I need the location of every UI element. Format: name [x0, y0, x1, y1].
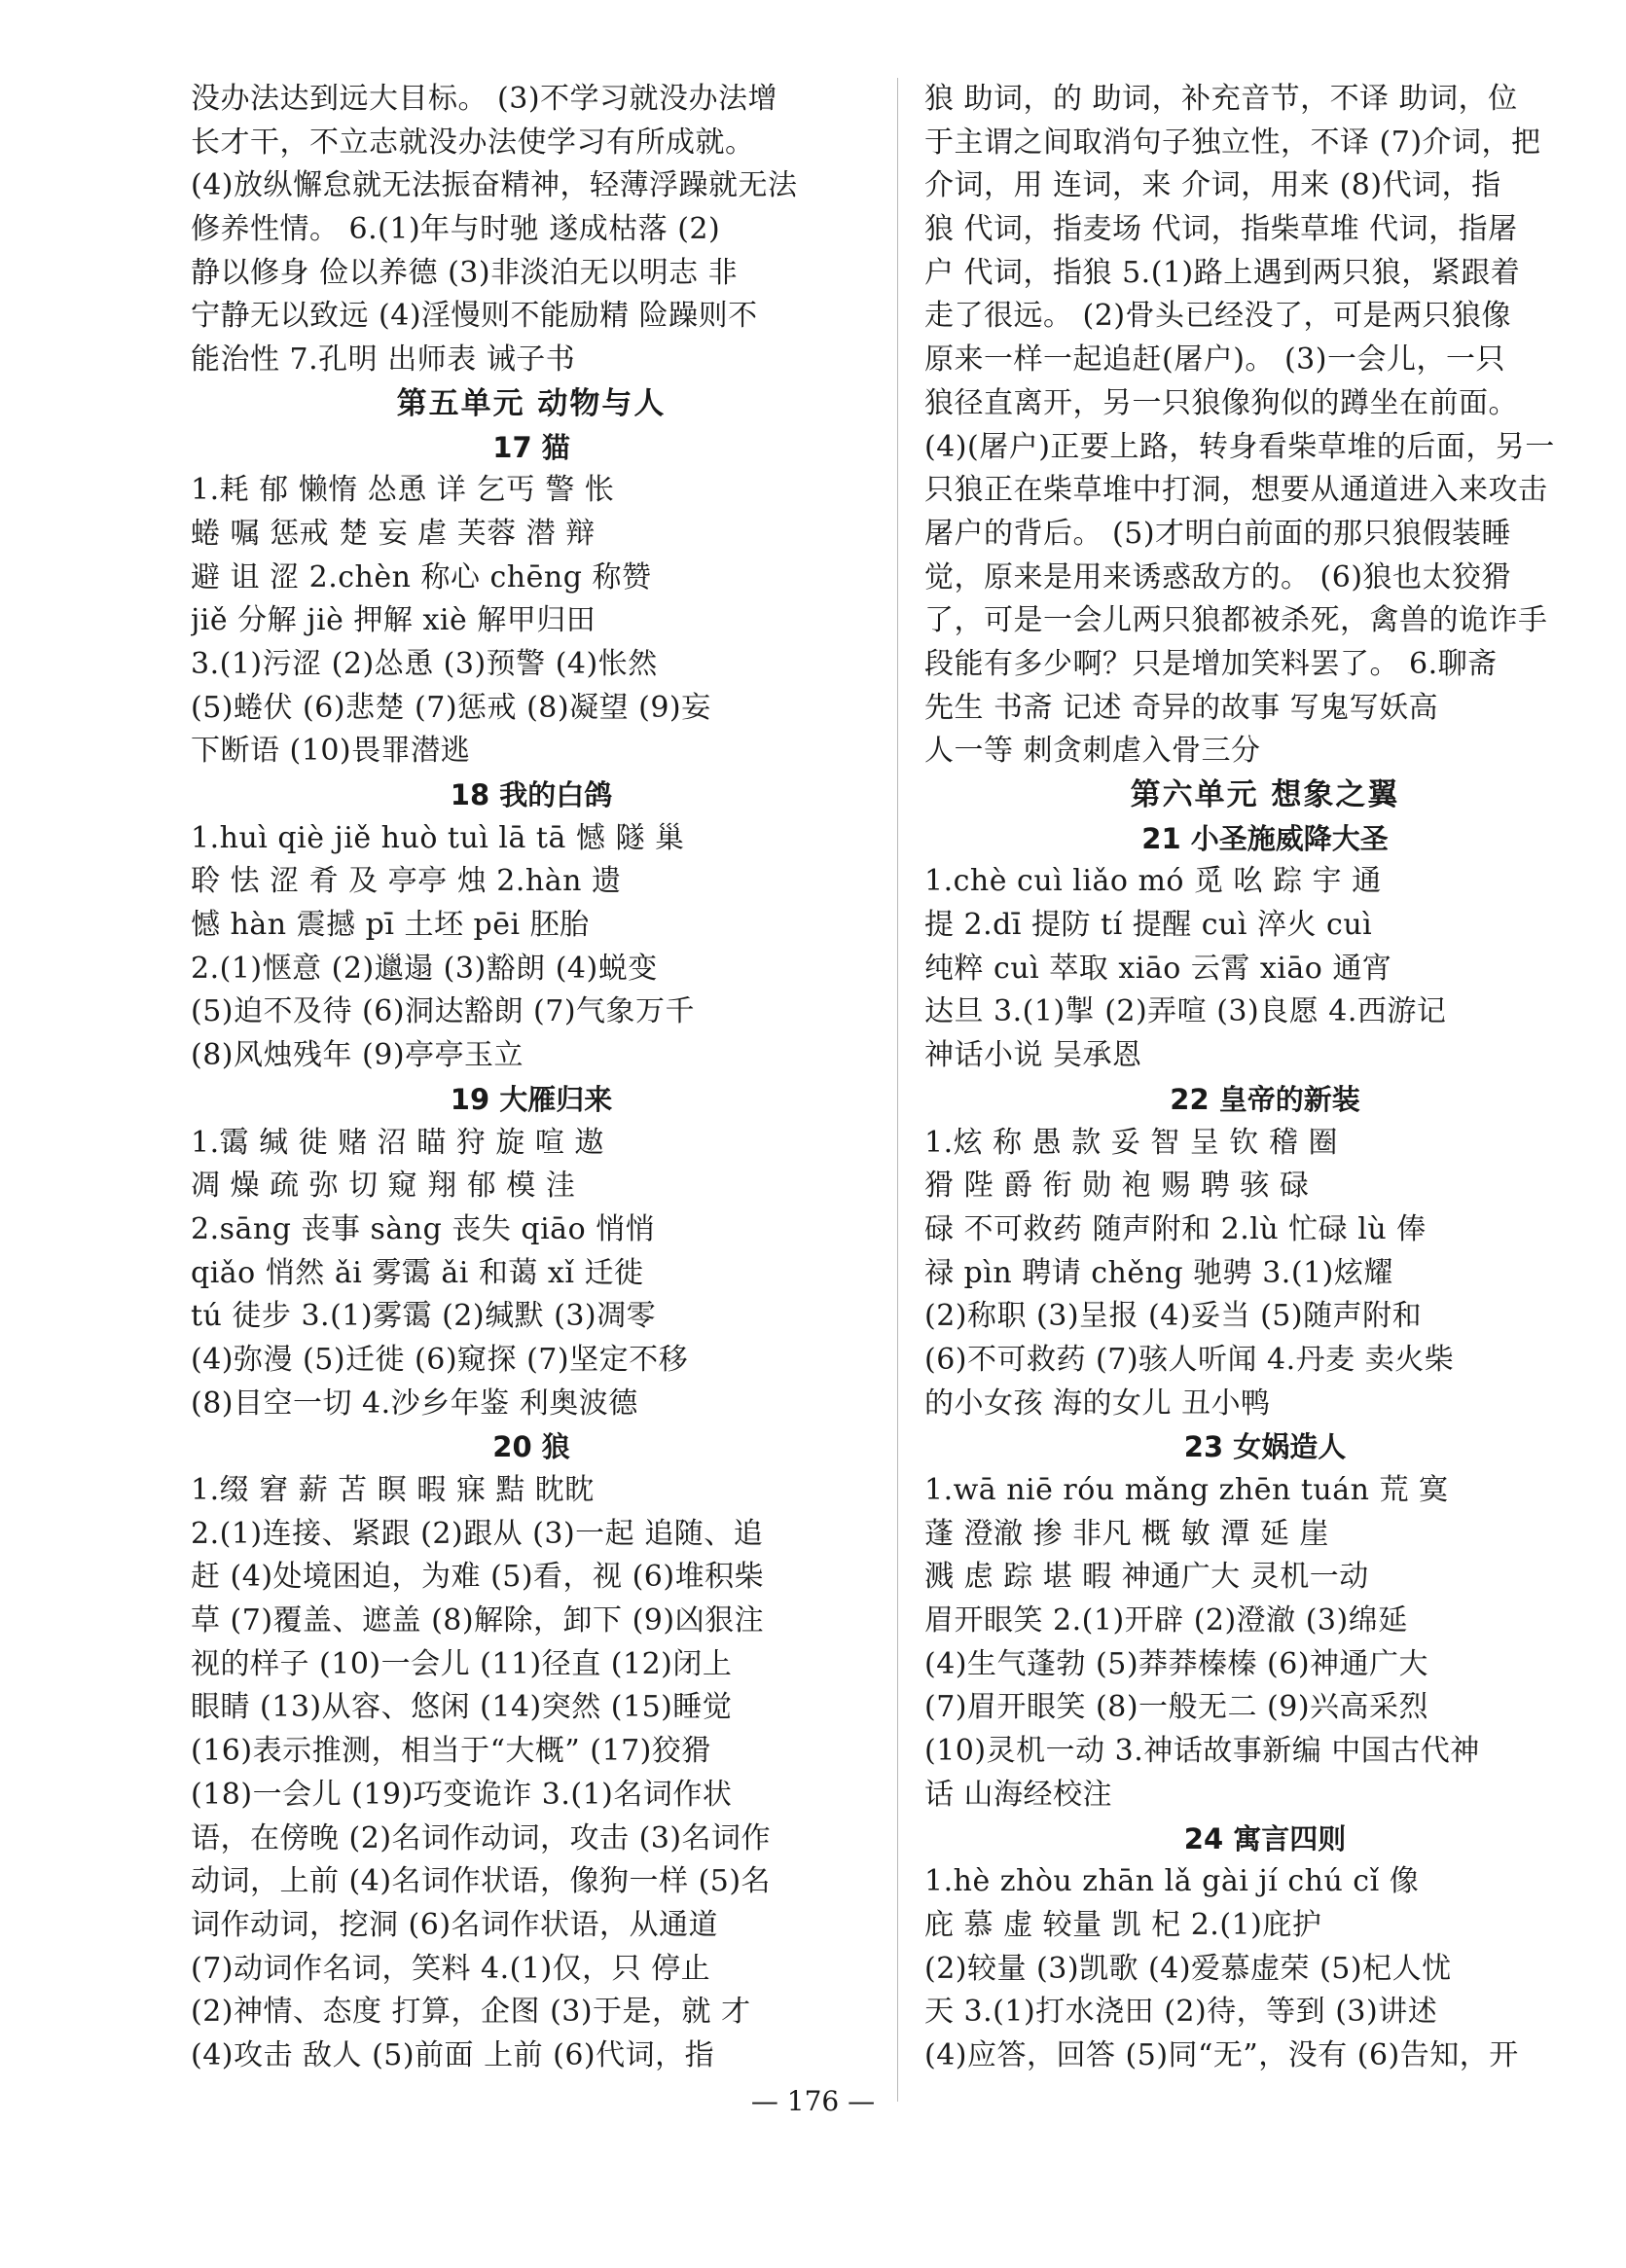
answer-line: 户 代词，指狼 5.(1)路上遇到两只狼，紧跟着	[924, 255, 1521, 290]
answer-line: 没办法达到远大目标。 (3)不学习就没办法增	[191, 82, 778, 116]
answer-line: 1.wā niē róu mǎng zhēn tuán 荒 寞	[924, 1473, 1449, 1507]
answer-line: 憾 hàn 震撼 pī 土坯 pēi 胚胎	[191, 908, 590, 943]
answer-line: (5)迫不及待 (6)洞达豁朗 (7)气象万千	[191, 994, 696, 1029]
answer-line: 动词，上前 (4)名词作状语，像狗一样 (5)名	[191, 1864, 772, 1899]
answer-line: 话 山海经校注	[924, 1777, 1113, 1812]
answer-line: 避 诅 涩 2.chèn 称心 chēng 称赞	[191, 559, 652, 594]
answer-line: 狼径直离开，另一只狼像狗似的蹲坐在前面。	[924, 385, 1518, 420]
answer-line: 1.chè cuì liǎo mó 觅 吆 踪 宇 通	[924, 864, 1382, 899]
answer-line: 的小女孩 海的女儿 丑小鸭	[924, 1386, 1271, 1421]
answer-line: 1.炫 称 愚 款 妥 智 呈 钦 稽 圈	[924, 1125, 1338, 1160]
page-number: — 176 —	[750, 2085, 876, 2117]
lesson-heading: 19 大雁归来	[450, 1082, 613, 1116]
lesson-heading: 20 狼	[492, 1430, 570, 1464]
answer-line: (10)灵机一动 3.神话故事新编 中国古代神	[924, 1734, 1480, 1769]
answer-line: 2.(1)连接、紧跟 (2)跟从 (3)一起 追随、追	[191, 1516, 764, 1551]
answer-line: 原来一样一起追赶(屠户)。 (3)一会儿，一只	[924, 342, 1505, 378]
answer-line: (8)风烛残年 (9)亭亭玉立	[191, 1038, 524, 1073]
answer-line: 1.耗 郁 懒惰 怂恿 详 乞丐 警 怅	[191, 473, 615, 508]
answer-line: 草 (7)覆盖、遮盖 (8)解除，卸下 (9)凶狠注	[191, 1603, 765, 1638]
answer-line: 碌 不可救药 随声附和 2.lù 忙碌 lù 俸	[924, 1211, 1427, 1246]
right-column	[924, 78, 1606, 2078]
answer-line: 天 3.(1)打水浇田 (2)待，等到 (3)讲述	[924, 1995, 1438, 2030]
answer-line: tú 徒步 3.(1)雾霭 (2)缄默 (3)凋零	[191, 1299, 657, 1334]
answer-line: 2.sāng 丧事 sàng 丧失 qiāo 悄悄	[191, 1211, 656, 1246]
answer-line: (6)不可救药 (7)骇人听闻 4.丹麦 卖火柴	[924, 1342, 1455, 1377]
answer-line: (4)攻击 敌人 (5)前面 上前 (6)代词，指	[191, 2037, 715, 2072]
answer-line: 修养性情。 6.(1)年与时驰 遂成枯落 (2)	[191, 212, 721, 247]
answer-line: 下断语 (10)畏罪潜逃	[191, 734, 471, 769]
unit-heading: 第五单元 动物与人	[396, 385, 667, 421]
answer-line: (8)目空一切 4.沙乡年鉴 利奥波德	[191, 1386, 638, 1421]
answer-line: jiě 分解 jiè 押解 xiè 解甲归田	[191, 603, 596, 638]
answer-line: (18)一会儿 (19)巧变诡诈 3.(1)名词作状	[191, 1777, 733, 1812]
answer-line: 于主谓之间取消句子独立性，不译 (7)介词，把	[924, 125, 1541, 160]
answer-line: 能治性 7.孔明 出师表 诫子书	[191, 342, 576, 378]
answer-line: 3.(1)污涩 (2)怂恿 (3)预警 (4)怅然	[191, 646, 658, 681]
answer-line: 狼 代词，指麦场 代词，指柴草堆 代词，指屠	[924, 212, 1518, 247]
answer-line: 蓬 澄澈 掺 非凡 概 敏 潭 延 崖	[924, 1516, 1329, 1551]
answer-line: 凋 燥 疏 弥 切 窥 翔 郁 模 洼	[191, 1169, 576, 1204]
answer-line: 走了很远。 (2)骨头已经没了，可是两只狼像	[924, 299, 1512, 334]
answer-line: qiǎo 悄然 ǎi 雾霭 ǎi 和蔼 xǐ 迁徙	[191, 1255, 644, 1290]
answer-line: 眉开眼笑 2.(1)开辟 (2)澄澈 (3)绵延	[924, 1603, 1408, 1638]
answer-line: (4)放纵懈怠就无法振奋精神，轻薄浮躁就无法	[191, 168, 798, 203]
answer-line: (2)神情、态度 打算，企图 (3)于是，就 才	[191, 1995, 751, 2030]
column-divider	[897, 78, 898, 2102]
answer-line: 长才干，不立志就没办法使学习有所成就。	[191, 125, 755, 160]
answer-line: (2)较量 (3)凯歌 (4)爱慕虚荣 (5)杞人忧	[924, 1951, 1452, 1986]
answer-line: 赶 (4)处境困迫，为难 (5)看，视 (6)堆积柴	[191, 1560, 765, 1595]
lesson-heading: 21 小圣施威降大圣	[1141, 821, 1389, 855]
answer-line: (16)表示推测，相当于“大概” (17)狡猾	[191, 1734, 711, 1769]
answer-line: 达旦 3.(1)掣 (2)弄喧 (3)良愿 4.西游记	[924, 994, 1447, 1029]
lesson-heading: 17 猫	[492, 430, 570, 464]
answer-line: 神话小说 吴承恩	[924, 1038, 1142, 1073]
answer-line: 觉，原来是用来诱惑敌方的。 (6)狼也太狡猾	[924, 559, 1512, 594]
answer-line: 词作动词，挖洞 (6)名词作状语，从通道	[191, 1907, 719, 1942]
answer-line: 禄 pìn 聘请 chěng 驰骋 3.(1)炫耀	[924, 1255, 1393, 1290]
answer-line: (4)应答，回答 (5)同“无”，没有 (6)告知，开	[924, 2037, 1519, 2072]
answer-line: (7)动词作名词，笑料 4.(1)仅，只 停止	[191, 1951, 711, 1986]
answer-line: 语，在傍晚 (2)名词作动词，攻击 (3)名词作	[191, 1820, 772, 1855]
lesson-heading: 23 女娲造人	[1183, 1430, 1347, 1464]
answer-line: (5)蜷伏 (6)悲楚 (7)惩戒 (8)凝望 (9)妄	[191, 690, 711, 725]
answer-line: 2.(1)惬意 (2)邋遢 (3)豁朗 (4)蜕变	[191, 951, 658, 986]
answer-line: 庇 慕 虚 较量 凯 杞 2.(1)庇护	[924, 1907, 1322, 1942]
answer-line: 1.huì qiè jiě huò tuì lā tā 憾 隧 巢	[191, 820, 685, 855]
answer-line: 只狼正在柴草堆中打洞，想要从通道进入来攻击	[924, 473, 1548, 508]
answer-line: (7)眉开眼笑 (8)一般无二 (9)兴高采烈	[924, 1690, 1429, 1725]
lesson-heading: 22 皇帝的新装	[1170, 1082, 1360, 1116]
lesson-heading: 18 我的白鸽	[450, 778, 613, 811]
answer-line: 屠户的背后。 (5)才明白前面的那只狼假装睡	[924, 516, 1512, 551]
answer-line: 先生 书斋 记述 奇异的故事 写鬼写妖高	[924, 690, 1439, 725]
answer-line: 1.霭 缄 徙 赌 沼 瞄 狩 旋 喧 遨	[191, 1125, 604, 1160]
answer-line: 1.缀 窘 薪 苫 瞑 暇 寐 黠 眈眈	[191, 1473, 595, 1507]
answer-line: 宁静无以致远 (4)淫慢则不能励精 险躁则不	[191, 299, 758, 334]
lesson-heading: 24 寓言四则	[1183, 1821, 1347, 1855]
left-column	[191, 78, 872, 2078]
answer-line: 1.hè zhòu zhān lǎ gài jí chú cǐ 像	[924, 1864, 1420, 1899]
answer-line: 猾 陛 爵 衔 勋 袍 赐 聘 骇 碌	[924, 1169, 1310, 1204]
answer-line: 人一等 刺贪刺虐入骨三分	[924, 734, 1261, 769]
answer-line: 溅 虑 踪 堪 暇 神通广大 灵机一动	[924, 1560, 1369, 1595]
answer-line: 提 2.dī 提防 tí 提醒 cuì 淬火 cuì	[924, 908, 1373, 943]
answer-line: 狼 助词，的 助词，补充音节，不译 助词，位	[924, 82, 1518, 116]
answer-line: 蜷 嘱 惩戒 楚 妄 虐 芙蓉 潜 辩	[191, 516, 596, 551]
answer-line: 视的样子 (10)一会儿 (11)径直 (12)闭上	[191, 1646, 733, 1681]
answer-line: (2)称职 (3)呈报 (4)妥当 (5)随声附和	[924, 1299, 1423, 1334]
answer-line: 眼睛 (13)从容、悠闲 (14)突然 (15)睡觉	[191, 1690, 733, 1725]
answer-line: (4)生气蓬勃 (5)莽莽榛榛 (6)神通广大	[924, 1646, 1429, 1681]
answer-line: 纯粹 cuì 萃取 xiāo 云霄 xiāo 通宵	[924, 951, 1392, 986]
answer-line: (4)(屠户)正要上路，转身看柴草堆的后面，另一	[924, 429, 1555, 464]
answer-line: 静以修身 俭以养德 (3)非淡泊无以明志 非	[191, 255, 739, 290]
answer-line: (4)弥漫 (5)迁徙 (6)窥探 (7)坚定不移	[191, 1342, 689, 1377]
answer-line: 了，可是一会儿两只狼都被杀死，禽兽的诡诈手	[924, 603, 1548, 638]
answer-line: 段能有多少啊？只是增加笑料罢了。 6.聊斋	[924, 646, 1498, 681]
unit-heading: 第六单元 想象之翼	[1130, 777, 1400, 812]
answer-line: 介词，用 连词，来 介词，用来 (8)代词，指	[924, 168, 1501, 203]
answer-line: 聆 怯 涩 肴 及 亭亭 烛 2.hàn 遗	[191, 864, 622, 899]
